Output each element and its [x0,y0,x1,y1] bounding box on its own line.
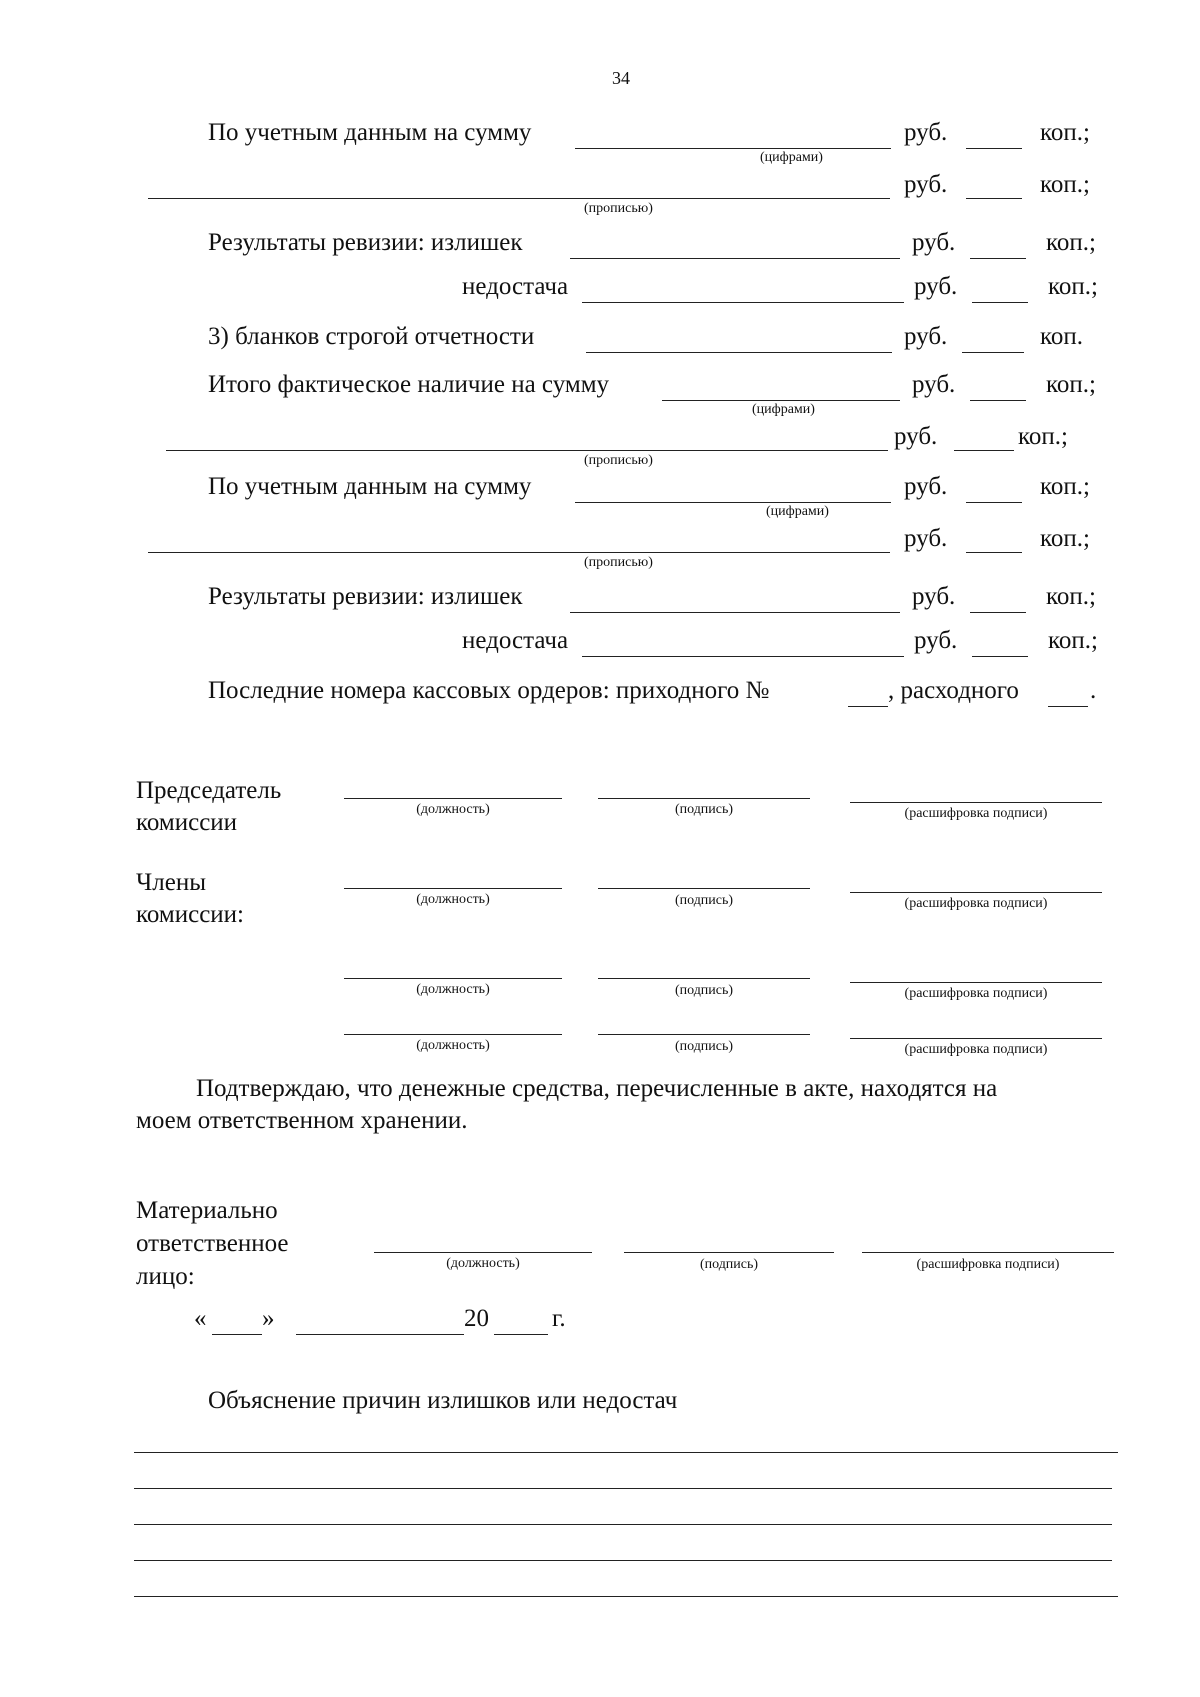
explanation-line-1[interactable] [134,1452,1118,1453]
field-kop[interactable] [970,258,1026,259]
explanation-line-2[interactable] [134,1488,1112,1489]
caption-signature: (подпись) [674,893,734,908]
caption-signature: (подпись) [674,983,734,998]
label-rub: руб. [914,273,958,300]
field-shortage-2[interactable] [582,656,904,657]
label-kop: коп.; [1046,583,1096,610]
member1-decode-field[interactable] [850,892,1102,893]
field-total-actual-digits[interactable] [662,400,900,401]
label-rub: руб. [912,229,956,256]
label-chairman: Председатель [136,777,282,804]
label-rub: руб. [894,423,938,450]
label-rub: руб. [904,323,948,350]
label-kop: коп.; [1040,119,1090,146]
field-kop[interactable] [966,198,1022,199]
member2-position-field[interactable] [344,978,562,979]
date-day-field[interactable] [212,1334,262,1335]
label-strict-forms: 3) бланков строгой отчетности [208,323,535,350]
chairman-signature-field[interactable] [598,798,810,799]
caption-signature: (подпись) [699,1257,759,1272]
date-close-quote: » [262,1305,275,1332]
caption-position: (должность) [416,982,490,997]
caption-decode: (расшифровка подписи) [904,896,1048,911]
member1-signature-field[interactable] [598,888,810,889]
field-kop[interactable] [966,552,1022,553]
caption-words: (прописью) [584,201,653,216]
caption-position: (должность) [416,802,490,817]
responsible-position-field[interactable] [374,1252,592,1253]
label-rub: руб. [904,473,948,500]
field-kop[interactable] [970,400,1026,401]
label-rub: руб. [912,583,956,610]
label-rub: руб. [904,171,948,198]
field-kop[interactable] [962,352,1024,353]
caption-words: (прописью) [584,453,653,468]
field-kop[interactable] [970,612,1026,613]
date-year-suffix: г. [552,1305,566,1332]
explanation-line-4[interactable] [134,1560,1112,1561]
field-surplus-2[interactable] [570,612,900,613]
responsible-signature-field[interactable] [624,1252,834,1253]
label-responsible-2: ответственное [136,1230,289,1257]
label-kop-dot: коп. [1040,323,1084,350]
caption-position: (должность) [416,1038,490,1053]
caption-digits: (цифрами) [760,150,823,165]
member2-decode-field[interactable] [850,982,1102,983]
field-kop[interactable] [954,450,1014,451]
date-year-prefix: 20 [464,1305,489,1332]
field-kop[interactable] [972,656,1028,657]
member3-signature-field[interactable] [598,1034,810,1035]
caption-position: (должность) [446,1256,520,1271]
explanation-line-3[interactable] [134,1524,1112,1525]
caption-words: (прописью) [584,555,653,570]
field-accounting-sum-words[interactable] [148,198,890,199]
field-kop[interactable] [972,302,1028,303]
label-outgoing: , расходного [888,677,1019,704]
caption-digits: (цифрами) [752,402,815,417]
label-accounting-sum: По учетным данным на сумму [208,119,532,146]
label-kop: коп.; [1040,525,1090,552]
label-rub: руб. [912,371,956,398]
caption-decode: (расшифровка подписи) [904,986,1048,1001]
caption-digits: (цифрами) [766,504,829,519]
label-responsible-1: Материально [136,1197,278,1224]
field-shortage[interactable] [582,302,904,303]
date-open-quote: « [194,1305,207,1332]
field-incoming-order-number[interactable] [848,706,888,707]
caption-signature: (подпись) [674,802,734,817]
field-accounting-sum-digits[interactable] [575,148,891,149]
field-accounting-sum-2-digits[interactable] [575,502,891,503]
date-year-field[interactable] [494,1334,548,1335]
label-kop: коп.; [1040,473,1090,500]
field-surplus[interactable] [570,258,900,259]
chairman-position-field[interactable] [344,798,562,799]
label-last-orders: Последние номера кассовых ордеров: приходного № [208,677,770,704]
label-result-surplus: Результаты ревизии: излишек [208,229,523,256]
label-accounting-sum-2: По учетным данным на сумму [208,473,532,500]
label-kop: коп.; [1048,627,1098,654]
chairman-decode-field[interactable] [850,802,1102,803]
label-rub: руб. [914,627,958,654]
field-outgoing-order-number[interactable] [1048,706,1088,707]
label-kop: коп.; [1048,273,1098,300]
member3-decode-field[interactable] [850,1038,1102,1039]
field-total-actual-words[interactable] [166,450,888,451]
caption-decode: (расшифровка подписи) [904,806,1048,821]
field-kop[interactable] [966,148,1022,149]
label-kop: коп.; [1018,423,1068,450]
label-kop: коп.; [1040,171,1090,198]
label-kop: коп.; [1046,229,1096,256]
caption-decode: (расшифровка подписи) [904,1042,1048,1057]
explanation-line-5[interactable] [134,1596,1118,1597]
period: . [1090,677,1097,704]
date-month-field[interactable] [296,1334,464,1335]
member1-position-field[interactable] [344,888,562,889]
responsible-decode-field[interactable] [862,1252,1114,1253]
label-members: Члены [136,869,206,896]
member3-position-field[interactable] [344,1034,562,1035]
label-rub: руб. [904,119,948,146]
label-chairman-2: комиссии [136,809,238,836]
explanation-heading: Объяснение причин излишков или недостач [208,1387,678,1414]
label-responsible-3: лицо: [136,1263,195,1290]
label-kop: коп.; [1046,371,1096,398]
caption-decode: (расшифровка подписи) [916,1257,1060,1272]
label-rub: руб. [904,525,948,552]
member2-signature-field[interactable] [598,978,810,979]
field-kop[interactable] [966,502,1022,503]
caption-position: (должность) [416,892,490,907]
label-result-surplus-2: Результаты ревизии: излишек [208,583,523,610]
page-number: 34 [612,68,630,88]
label-total-actual: Итого фактическое наличие на сумму [208,371,610,398]
caption-signature: (подпись) [674,1039,734,1054]
label-members-2: комиссии: [136,901,244,928]
confirmation-line-1: Подтверждаю, что денежные средства, перечисленные в акте, находятся на [196,1075,998,1102]
label-shortage: недостача [462,273,569,300]
field-strict-forms[interactable] [586,352,892,353]
confirmation-line-2: моем ответственном хранении. [136,1107,468,1134]
field-accounting-sum-2-words[interactable] [148,552,890,553]
label-shortage-2: недостача [462,627,569,654]
